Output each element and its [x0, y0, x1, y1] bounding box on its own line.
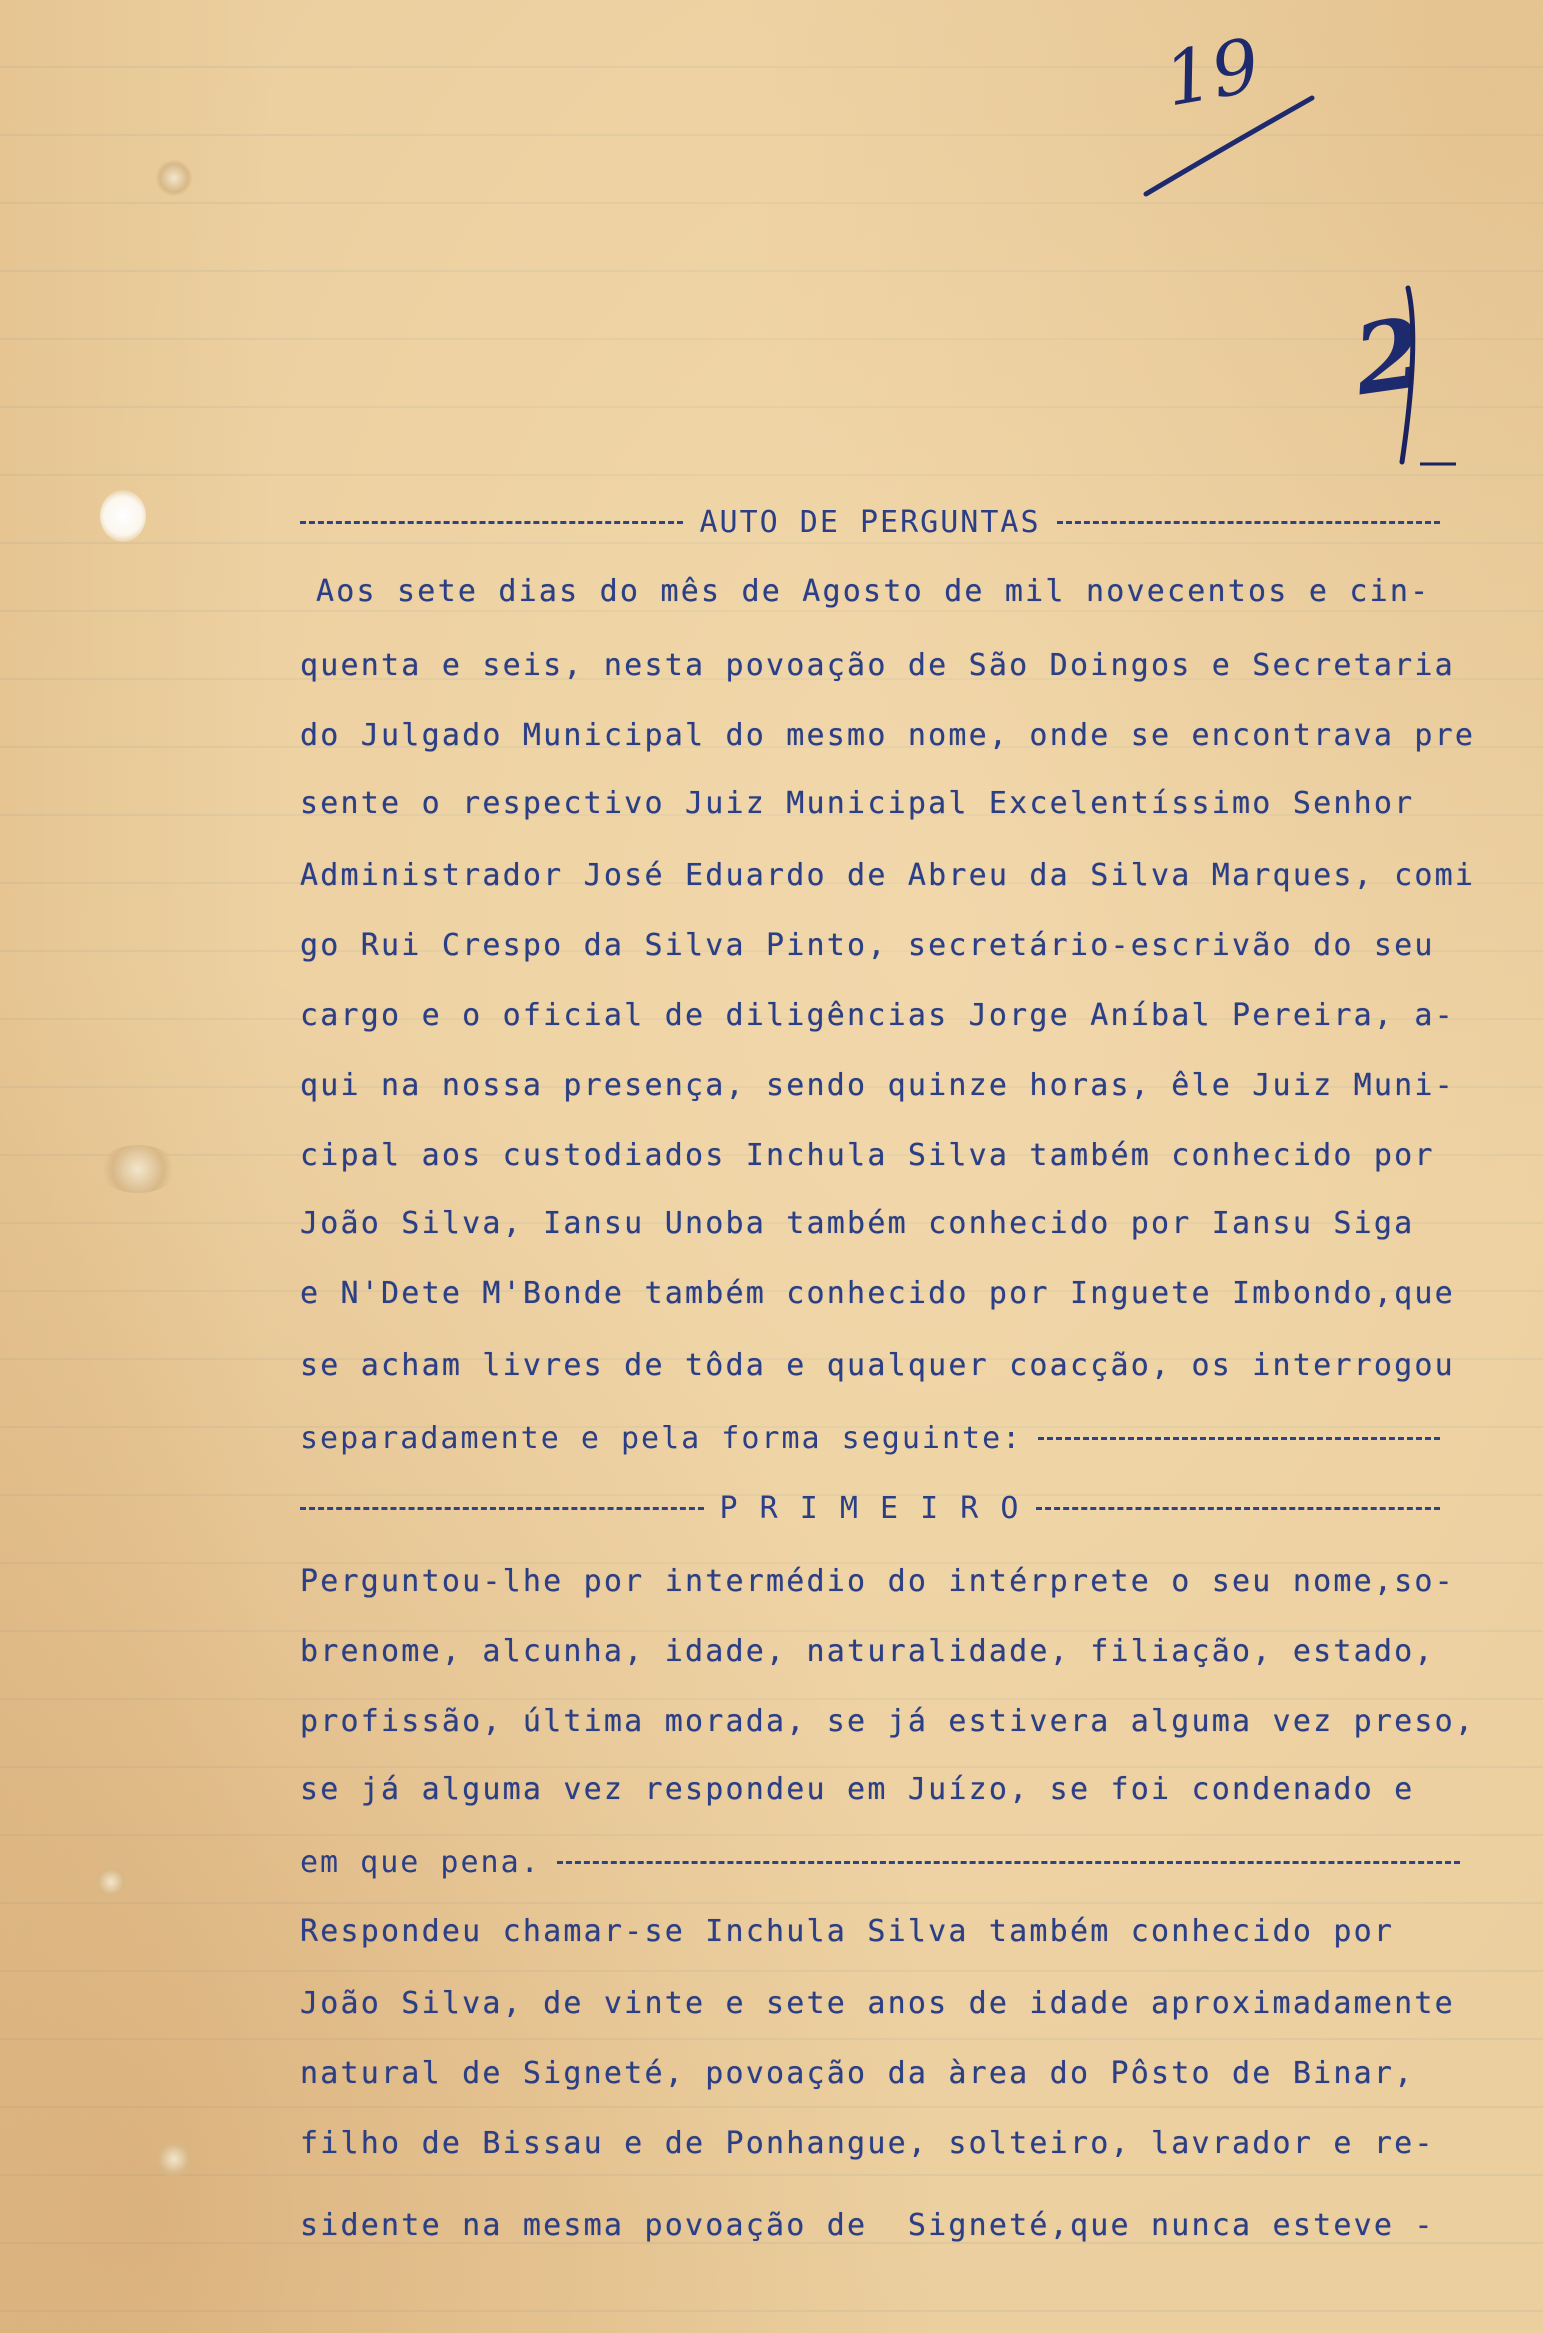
body-line: go Rui Crespo da Silva Pinto, secretário-escrivão do seu — [300, 928, 1435, 963]
answer-line: natural de Signeté, povoação da àrea do Pôsto de Binar, — [300, 2056, 1415, 2091]
question-line: profissão, última morada, se já estivera alguma vez preso, — [300, 1704, 1476, 1739]
answer-line: sidente na mesma povoação de Signeté,que nunca esteve - — [300, 2208, 1435, 2243]
body-line: sente o respectivo Juiz Municipal Excelentíssimo Senhor — [300, 786, 1415, 821]
folio-underline — [1140, 90, 1340, 210]
dash-rule — [1057, 521, 1440, 524]
document-title: AUTO DE PERGUNTAS — [699, 504, 1041, 540]
body-line: se acham livres de tôda e qualquer coacção, os interrogou — [300, 1348, 1455, 1383]
folio-number: 19 — [1158, 22, 1266, 124]
section-heading-label: P R I M E I R O — [719, 1490, 1021, 1526]
body-line: qui na nossa presença, sendo quinze horas, êle Juiz Muni- — [300, 1068, 1455, 1103]
dash-rule — [1038, 1437, 1440, 1440]
body-line: do Julgado Municipal do mesmo nome, onde se encontrava pre — [300, 718, 1476, 753]
body-line: separadamente e pela forma seguinte: — [300, 1420, 1023, 1456]
initial-mark-tail — [1380, 280, 1460, 480]
punch-hole-4 — [96, 1865, 126, 1899]
punch-hole-1 — [156, 160, 192, 196]
body-line: cipal aos custodiados Inchula Silva também conhecido por — [300, 1138, 1435, 1173]
punch-hole-2 — [100, 490, 146, 542]
body-closing-line — [300, 1418, 1440, 1458]
body-line: cargo e o oficial de diligências Jorge Aníbal Pereira, a- — [300, 998, 1455, 1033]
question-line: Perguntou-lhe por intermédio do intérprete o seu nome,so- — [300, 1564, 1455, 1599]
body-line: João Silva, Iansu Unoba também conhecido por Iansu Siga — [300, 1206, 1415, 1241]
dash-rule — [1036, 1507, 1440, 1510]
question-line: em que pena. — [300, 1844, 541, 1880]
question-line: se já alguma vez respondeu em Juízo, se foi condenado e — [300, 1772, 1415, 1807]
question-line: brenome, alcunha, idade, naturalidade, filiação, estado, — [300, 1634, 1435, 1669]
initial-mark: 2 — [1347, 295, 1430, 418]
answer-line: João Silva, de vinte e sete anos de idade aproximadamente — [300, 1986, 1455, 2021]
body-line: Aos sete dias do mês de Agosto de mil novecentos e cin- — [316, 574, 1431, 609]
dash-rule — [300, 1507, 704, 1510]
dash-rule — [300, 521, 683, 524]
dash-rule — [557, 1861, 1460, 1864]
punch-hole-3 — [98, 1145, 178, 1193]
body-line: e N'Dete M'Bonde também conhecido por Inguete Imbondo,que — [300, 1276, 1455, 1311]
answer-line: Respondeu chamar-se Inchula Silva também conhecido por — [300, 1914, 1395, 1949]
punch-hole-5 — [156, 2140, 192, 2178]
question-closing-line — [300, 1842, 1460, 1882]
body-line: Administrador José Eduardo de Abreu da Silva Marques, comi — [300, 858, 1476, 893]
title-separator — [300, 502, 1440, 542]
body-line: quenta e seis, nesta povoação de São Doingos e Secretaria — [300, 648, 1455, 683]
answer-line: filho de Bissau e de Ponhangue, solteiro, lavrador e re- — [300, 2126, 1435, 2161]
section-heading — [300, 1488, 1440, 1528]
